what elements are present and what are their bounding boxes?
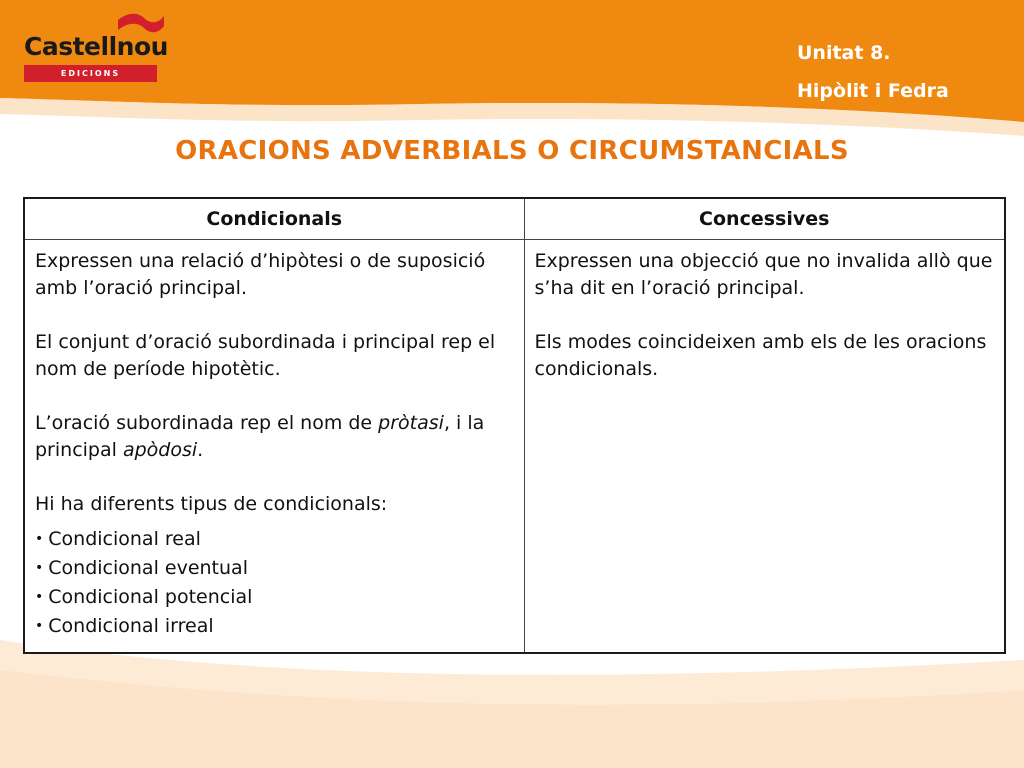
logo-subtitle: EDICIONS: [24, 65, 157, 82]
concessives-paragraph-1: Expressen una objecció que no invalida allò que s’ha dit en l’oració principal.: [534, 250, 993, 299]
concessives-paragraph-2: Els modes coincideixen amb els de les oracions condicionals.: [534, 331, 987, 380]
publisher-logo: [18, 8, 168, 80]
cell-condicionals: [24, 240, 524, 654]
flag-icon: [114, 10, 166, 34]
condicionals-paragraph-2: El conjunt d’oració subordinada i principal rep el nom de període hipotètic.: [35, 331, 496, 380]
condicionals-paragraph-3: [35, 410, 516, 464]
paragraph-3-text-c: .: [197, 439, 204, 461]
paragraph-3-text-a: L’oració subordinada rep el nom de: [35, 412, 379, 434]
logo-name: Castellnou: [24, 32, 168, 61]
table-row: [24, 240, 1005, 654]
unit-label: Unitat 8.: [797, 42, 891, 64]
page-title: ORACIONS ADVERBIALS O CIRCUMSTANCIALS: [175, 136, 849, 166]
term-apodosi: apòdosi: [122, 439, 198, 461]
column-header-condicionals: Condicionals: [24, 198, 524, 240]
condicionals-paragraph-1: Expressen una relació d’hipòtesi o de suposició amb l’oració principal.: [35, 250, 486, 299]
list-item: • Condicional irreal: [35, 613, 516, 642]
paragraph-3-text-b: , i la principal: [35, 412, 485, 461]
term-protasi: pròtasi: [378, 412, 444, 434]
unit-subtitle: Hipòlit i Fedra: [797, 80, 949, 102]
unit-info: [797, 34, 949, 110]
table-header-row: [24, 198, 1005, 240]
condicionals-paragraph-4: Hi ha diferents tipus de condicionals:: [35, 493, 388, 515]
list-item: • Condicional eventual: [35, 555, 516, 584]
column-header-concessives: Concessives: [524, 198, 1005, 240]
list-item: • Condicional real: [35, 526, 516, 555]
comparison-table: [23, 197, 1006, 654]
cell-concessives: [524, 240, 1005, 654]
condicionals-types-list: [35, 526, 516, 642]
list-item: • Condicional potencial: [35, 584, 516, 613]
